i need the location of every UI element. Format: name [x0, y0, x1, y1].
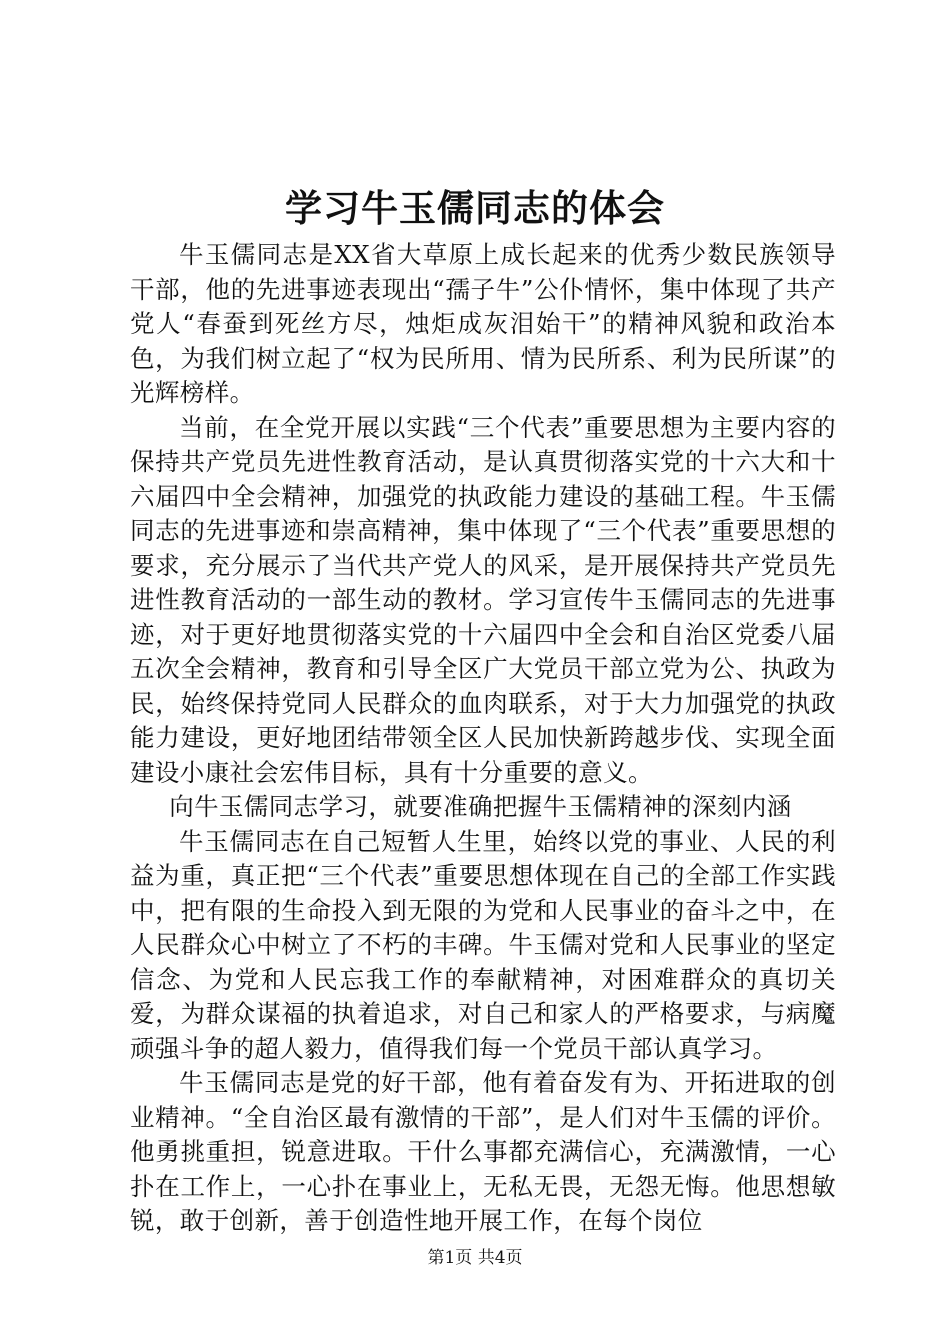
- section-heading-line: 向牛玉儒同志学习，就要准确把握牛玉儒精神的深刻内涵: [169, 792, 792, 821]
- paragraph: 牛玉儒同志是XX省大草原上成长起来的优秀少数民族领导干部，他的先进事迹表现出“孺子牛”公仆情怀，集中体现了共产党人“春蚕到死丝方尽，烛炬成灰泪始干”的精神风貌和政治本色，为我们树立起了“权为民所用、情为民所系、利为民所谋”的光辉榜样。: [130, 240, 836, 407]
- document-body: [130, 238, 836, 1239]
- document-title: 学习牛玉儒同志的体会: [285, 186, 665, 230]
- paragraph: 牛玉儒同志在自己短暂人生里，始终以党的事业、人民的利益为重，真正把“三个代表”重要思想体现在自己的全部工作实践中，把有限的生命投入到无限的为党和人民事业的奋斗之中，在人民群众心中树立了不朽的丰碑。牛玉儒对党和人民事业的坚定信念、为党和人民忘我工作的奉献精神，对困难群众的真切关爱，为群众谋福的执着追求，对自己和家人的严格要求，与病魔顽强斗争的超人毅力，值得我们每一个党员干部认真学习。: [130, 826, 836, 1063]
- page-number-footer: 第1页 共4页: [427, 1248, 523, 1268]
- paragraph: 牛玉儒同志是党的好干部，他有着奋发有为、开拓进取的创业精神。“全自治区最有激情的干部”，是人们对牛玉儒的评价。他勇挑重担，锐意进取。干什么事都充满信心，充满激情，一心扑在工作上，一心扑在事业上，无私无畏，无怨无悔。他思想敏锐，敢于创新，善于创造性地开展工作，在每个岗位: [130, 1068, 836, 1235]
- paragraph: 当前，在全党开展以实践“三个代表”重要思想为主要内容的保持共产党员先进性教育活动，是认真贯彻落实党的十六大和十六届四中全会精神，加强党的执政能力建设的基础工程。牛玉儒同志的先进事迹和崇高精神，集中体现了“三个代表”重要思想的要求，充分展示了当代共产党人的风采，是开展保持共产党员先进性教育活动的一部生动的教材。学习宣传牛玉儒同志的先进事迹，对于更好地贯彻落实党的十六届四中全会和自治区党委八届五次全会精神，教育和引导全区广大党员干部立党为公、执政为民，始终保持党同人民群众的血肉联系，对于大力加强党的执政能力建设，更好地团结带领全区人民加快新跨越步伐、实现全面建设小康社会宏伟目标，具有十分重要的意义。: [130, 412, 836, 787]
